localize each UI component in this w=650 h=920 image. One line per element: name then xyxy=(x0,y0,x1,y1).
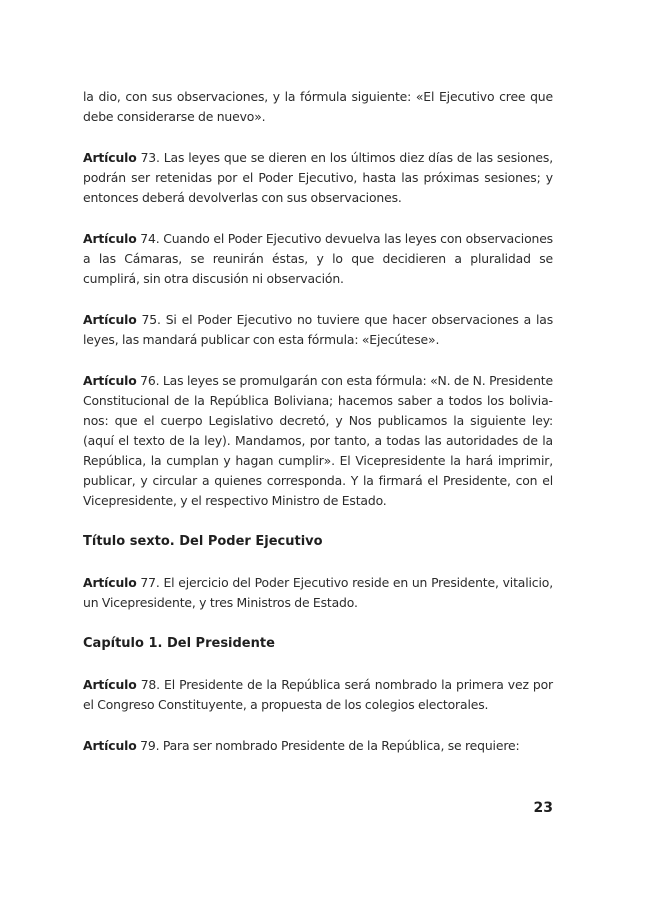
article-label: Artículo xyxy=(83,150,137,165)
article-text: 77. El ejercicio del Poder Ejecutivo reside en un Presidente, vitalicio, un Vicepresidente, y tres Ministros de Estado. xyxy=(83,575,553,610)
article-75 xyxy=(83,310,553,350)
article-label: Artículo xyxy=(83,575,137,590)
article-text: 74. Cuando el Poder Ejecutivo devuelva las leyes con observaciones a las Cámaras, se reunirán éstas, y lo que decidieren a pluralidad se cumplirá, sin otra discusión ni observación. xyxy=(83,231,553,286)
paragraph-text: la dio, con sus observaciones, y la fórmula siguiente: «El Ejecutivo cree que debe considerarse de nuevo». xyxy=(83,89,553,124)
article-73 xyxy=(83,148,553,208)
article-text: 76. Las leyes se promulgarán con esta fórmula: «N. de N. Presidente Constitucional de la República Boliviana; hacemos saber a todos los bolivianos: que el cuerpo Legislativo decretó, y Nos publicamos la siguiente ley: (aquí el texto de la ley). Mandamos, por tanto, a todas las autoridades de la República, la cumplan y hagan cumplir». El Vicepresidente la hará imprimir, publicar, y circular a quienes corresponda. Y la firmará el Presidente, con el Vicepresidente, y el respectivo Ministro de Estado. xyxy=(83,373,553,508)
article-text: 73. Las leyes que se dieren en los últimos diez días de las sesiones, podrán ser retenidas por el Poder Ejecutivo, hasta las próximas sesiones; y entonces deberá devolverlas con sus observaciones. xyxy=(83,150,553,205)
page-body xyxy=(83,87,553,777)
article-label: Artículo xyxy=(83,231,137,246)
article-78 xyxy=(83,675,553,715)
article-79 xyxy=(83,736,553,756)
article-label: Artículo xyxy=(83,373,137,388)
article-label: Artículo xyxy=(83,312,137,327)
article-text: 75. Si el Poder Ejecutivo no tuviere que hacer observaciones a las leyes, las mandará publicar con esta fórmula: «Ejecútese». xyxy=(83,312,554,347)
article-77 xyxy=(83,573,553,613)
article-label: Artículo xyxy=(83,677,137,692)
paragraph-continuation xyxy=(83,87,553,127)
section-heading-title-6: Título sexto. Del Poder Ejecutivo xyxy=(83,534,323,549)
page-number: 23 xyxy=(533,800,553,816)
article-74 xyxy=(83,229,553,289)
article-text: 78. El Presidente de la República será nombrado la primera vez por el Congreso Constituyente, a propuesta de los colegios electorales. xyxy=(83,677,553,712)
section-heading-chapter-1: Capítulo 1. Del Presidente xyxy=(83,636,275,651)
article-76 xyxy=(83,371,553,511)
article-text: 79. Para ser nombrado Presidente de la República, se requiere: xyxy=(140,738,520,753)
article-label: Artículo xyxy=(83,738,137,753)
